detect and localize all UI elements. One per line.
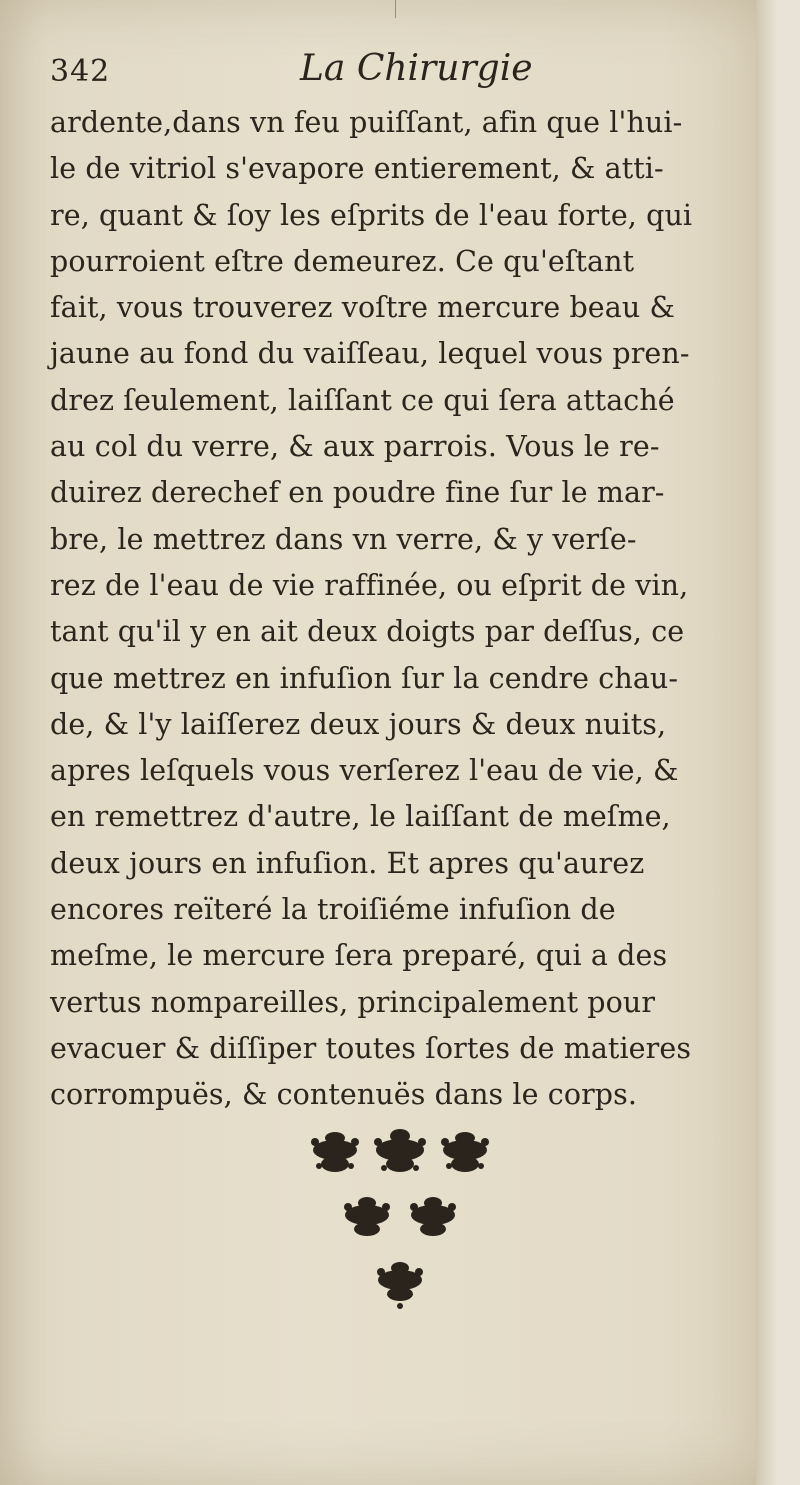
- text-line: duirez derechef en poudre fine ſur le mar-: [50, 476, 665, 510]
- text-line: apres leſquels vous verſerez l'eau de vie, &: [50, 754, 679, 788]
- scan-mark: [395, 0, 404, 18]
- page-header: [50, 48, 750, 98]
- text-line: fait, vous trouverez voſtre mercure beau &: [50, 291, 675, 325]
- text-line: le de vitriol s'evapore entierement, & atti-: [50, 152, 664, 186]
- text-line: en remettrez d'autre, le laiſſant de meſme,: [50, 800, 671, 834]
- text-line: que mettrez en infuſion ſur la cendre chau-: [50, 661, 679, 695]
- text-line: pourroient eſtre demeurez. Ce qu'eſtant: [50, 244, 635, 278]
- text-line: re, quant & ſoy les eſprits de l'eau forte, qui: [50, 198, 693, 232]
- text-line: drez ſeulement, laiſſant ce qui ſera attaché: [50, 383, 675, 417]
- floral-ornament-icon: [305, 1120, 505, 1320]
- text-line: deux jours en infuſion. Et apres qu'aurez: [50, 846, 645, 880]
- body-text: [50, 100, 770, 1119]
- text-line: au col du verre, & aux parrois. Vous le re-: [50, 430, 660, 464]
- running-title: La Chirurgie: [300, 48, 533, 89]
- text-line: tant qu'il y en ait deux doigts par deſſus, ce: [50, 615, 685, 649]
- text-line: rez de l'eau de vie raffinée, ou eſprit de vin,: [50, 568, 689, 602]
- text-line: de, & l'y laiſſerez deux jours & deux nuits,: [50, 707, 667, 741]
- text-line: jaune au fond du vaiſſeau, lequel vous pren-: [50, 337, 690, 371]
- page-number: 342: [50, 54, 111, 89]
- text-line: ardente,dans vn feu puiſſant, afin que l'hui-: [50, 106, 683, 139]
- text-line: meſme, le mercure ſera preparé, qui a des: [50, 939, 668, 973]
- text-line: bre, le mettrez dans vn verre, & y verſe-: [50, 522, 637, 556]
- text-line: corrompuës, & contenuës dans le corps.: [50, 1078, 638, 1112]
- text-line: evacuer & diſſiper toutes ſortes de matieres: [50, 1031, 692, 1065]
- text-line: vertus nompareilles, principalement pour: [50, 985, 656, 1019]
- text-line: encores reïteré la troiſiéme infuſion de: [50, 893, 616, 927]
